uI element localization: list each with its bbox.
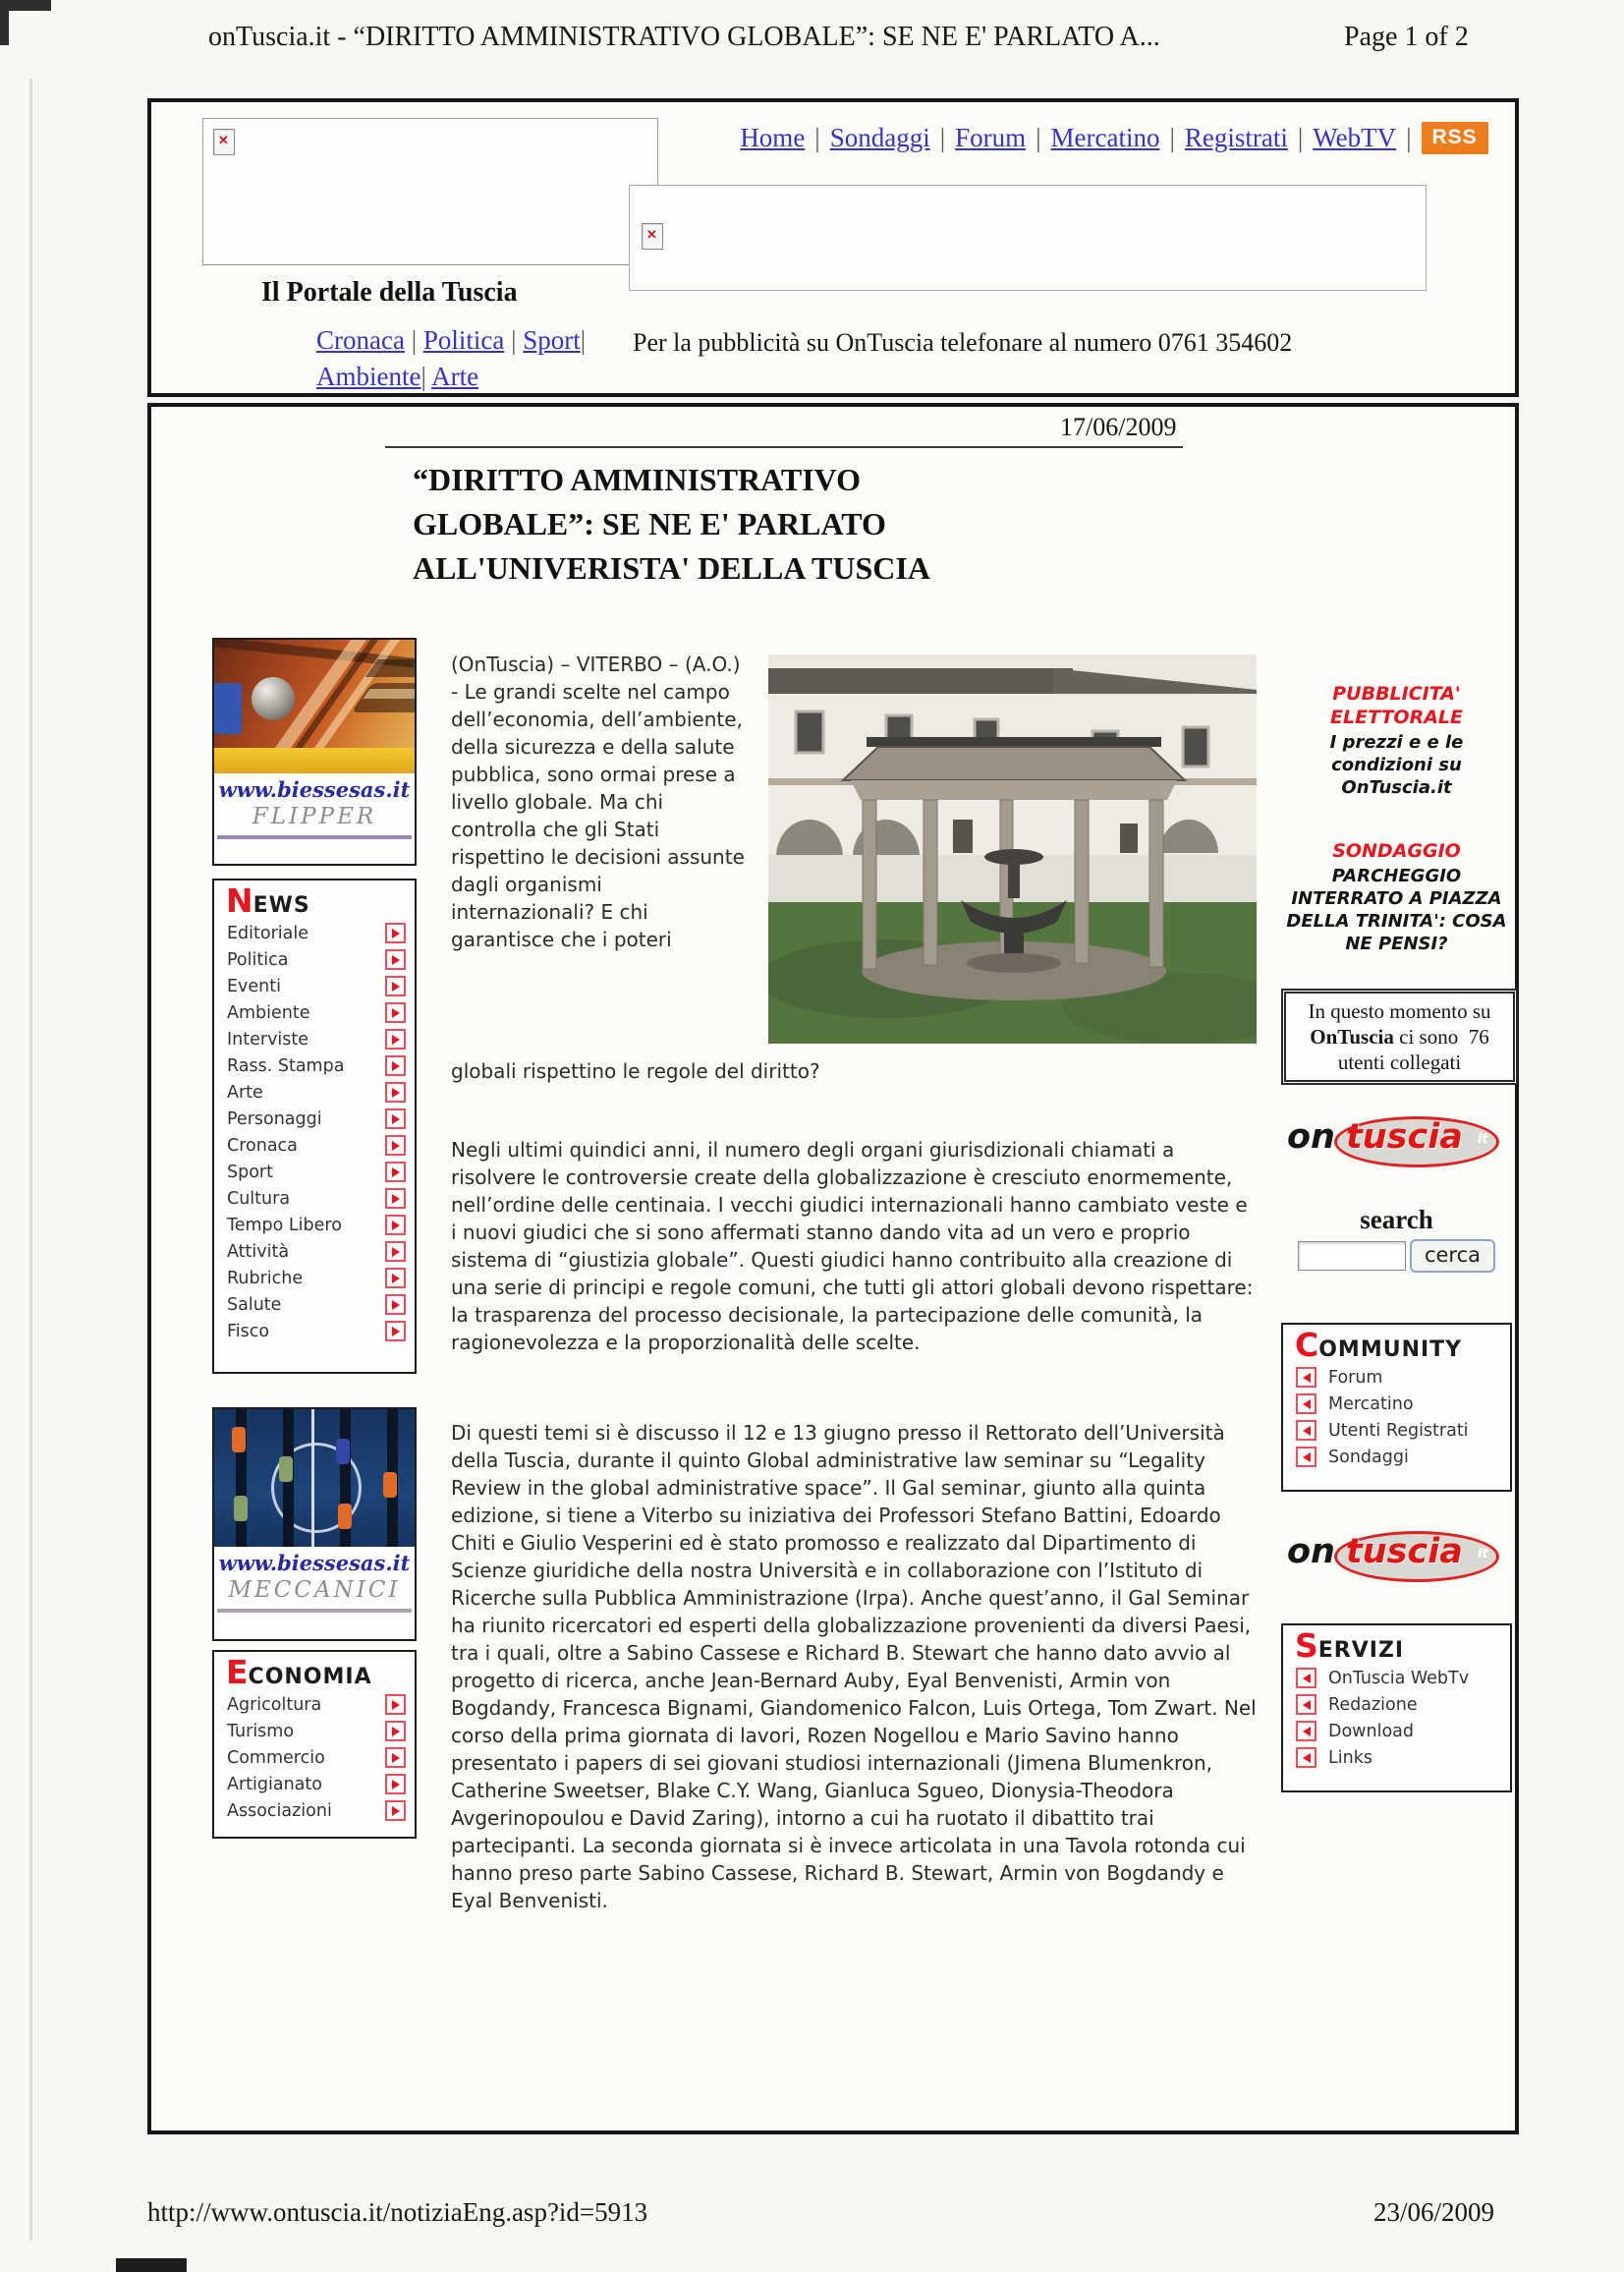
- arrow-left-icon: [1296, 1694, 1316, 1715]
- banner-label: FLIPPER: [252, 804, 377, 829]
- servizi-item-webtv[interactable]: OnTuscia WebTv: [1283, 1665, 1510, 1691]
- community-item-forum[interactable]: Forum: [1283, 1364, 1510, 1391]
- advertising-info-text: Per la pubblicità su OnTuscia telefonare al numero 0761 354602: [633, 328, 1293, 357]
- news-menu-title: NEWS: [226, 881, 310, 920]
- nav-home[interactable]: Home: [740, 123, 806, 152]
- news-item-tempo-libero[interactable]: Tempo Libero: [214, 1212, 415, 1238]
- economia-item-agricoltura[interactable]: Agricoltura: [214, 1691, 415, 1718]
- arrow-right-icon: [385, 1721, 406, 1741]
- servizi-menu-title: SERVIZI: [1295, 1626, 1405, 1665]
- link-politica[interactable]: Politica: [422, 325, 505, 355]
- economia-menu: [212, 1650, 417, 1839]
- link-sport[interactable]: Sport: [523, 325, 581, 355]
- search-label: search: [1360, 1205, 1433, 1234]
- article-headline: “DIRITTO AMMINISTRATIVO GLOBALE”: SE NE E' PARLATO ALL'UNIVERISTA' DELLA TUSCIA: [413, 462, 930, 586]
- rss-badge[interactable]: RSS: [1422, 122, 1488, 154]
- intro-text-tail: globali rispettino le regole del diritto?: [451, 1059, 820, 1083]
- print-header-title: onTuscia.it - “DIRITTO AMMINISTRATIVO GLOBALE”: SE NE E' PARLATO A...: [208, 22, 1160, 52]
- pinball-image: [214, 640, 415, 773]
- banner-biessesas-meccanici[interactable]: [212, 1407, 417, 1641]
- arrow-right-icon: [385, 1800, 406, 1821]
- intro-text: (OnTuscia) – VITERBO – (A.O.) - Le grandi scelte nel campo dell’economia, dell’ambiente, della sicurezza e della salute pubblica, sono ormai prese a livello globale. Ma chi controlla che gli Stati rispettino le decisioni assunte dagli organismi internazionali? E chi garantisce che i poteri: [451, 653, 745, 951]
- arrow-right-icon: [385, 1108, 406, 1129]
- nav-sondaggi[interactable]: Sondaggi: [829, 123, 930, 152]
- news-item-rass-stampa[interactable]: Rass. Stampa: [214, 1052, 415, 1079]
- print-footer-date: 23/06/2009: [1373, 2197, 1495, 2227]
- sondaggio-notice[interactable]: SONDAGGIO PARCHEGGIO INTERRATO A PIAZZA DELLA TRINITA': COSA NE PENSI?: [1286, 840, 1507, 954]
- arrow-left-icon: [1296, 1668, 1316, 1688]
- arrow-right-icon: [385, 1294, 406, 1315]
- online-users-count: 76: [1468, 1025, 1489, 1049]
- ad-banner-placeholder: [629, 185, 1427, 291]
- nav-forum[interactable]: Forum: [955, 123, 1027, 152]
- search-module: [1281, 1205, 1512, 1273]
- broken-image-icon: ✕: [213, 129, 235, 155]
- pubblicita-elettorale-notice[interactable]: PUBBLICITA' ELETTORALE I prezzi e e le condizioni su OnTuscia.it: [1329, 683, 1464, 798]
- arrow-left-icon: [1296, 1393, 1316, 1414]
- print-footer-url: http://www.ontuscia.it/notiziaEng.asp?id=5913: [147, 2197, 648, 2227]
- divider: [217, 1609, 412, 1613]
- community-menu-title: COMMUNITY: [1295, 1326, 1463, 1364]
- scan-artifact: [0, 0, 9, 45]
- news-item-cronaca[interactable]: Cronaca: [214, 1132, 415, 1159]
- community-item-sondaggi[interactable]: Sondaggi: [1283, 1444, 1510, 1470]
- news-item-politica[interactable]: Politica: [214, 946, 415, 973]
- scan-artifact: [116, 2258, 187, 2272]
- site-header: [147, 98, 1519, 397]
- community-menu: [1281, 1323, 1512, 1492]
- divider: [385, 446, 1183, 448]
- news-item-rubriche[interactable]: Rubriche: [214, 1265, 415, 1291]
- news-item-salute[interactable]: Salute: [214, 1291, 415, 1318]
- news-item-cultura[interactable]: Cultura: [214, 1185, 415, 1212]
- economia-item-turismo[interactable]: Turismo: [214, 1718, 415, 1744]
- link-arte[interactable]: Arte: [431, 362, 479, 391]
- nav-registrati[interactable]: Registrati: [1184, 123, 1288, 152]
- arrow-right-icon: [385, 1029, 406, 1050]
- economia-item-artigianato[interactable]: Artigianato: [214, 1771, 415, 1797]
- nav-mercatino[interactable]: Mercatino: [1050, 123, 1160, 152]
- servizi-item-links[interactable]: Links: [1283, 1744, 1510, 1771]
- nav-webtv[interactable]: WebTV: [1313, 123, 1397, 152]
- arrow-right-icon: [385, 1055, 406, 1076]
- top-navigation: Home | Sondaggi | Forum | Mercatino | Registrati | WebTV | RSS: [682, 122, 1546, 154]
- news-menu: [212, 879, 417, 1374]
- portal-section-links: Cronaca | Politica | Sport| Ambiente| Arte: [316, 325, 587, 391]
- courtyard-photo: [768, 654, 1257, 1044]
- site-logo-placeholder: [202, 118, 658, 265]
- arrow-right-icon: [385, 1082, 406, 1103]
- arrow-right-icon: [385, 1321, 406, 1341]
- economia-item-associazioni[interactable]: Associazioni: [214, 1797, 415, 1824]
- arrow-right-icon: [385, 1694, 406, 1715]
- arrow-right-icon: [385, 1162, 406, 1182]
- community-item-mercatino[interactable]: Mercatino: [1283, 1391, 1510, 1417]
- arrow-right-icon: [385, 1241, 406, 1262]
- news-item-arte[interactable]: Arte: [214, 1079, 415, 1106]
- arrow-right-icon: [385, 976, 406, 996]
- link-cronaca[interactable]: Cronaca: [316, 325, 405, 355]
- arrow-left-icon: [1296, 1721, 1316, 1741]
- news-item-fisco[interactable]: Fisco: [214, 1318, 415, 1344]
- ontuscia-logo: on tuscia it: [1285, 1529, 1505, 1580]
- article-body: [451, 651, 1257, 1914]
- banner-label: MECCANICI: [228, 1577, 401, 1603]
- scan-artifact: [29, 79, 32, 2241]
- print-header-page-number: Page 1 of 2: [1344, 22, 1469, 52]
- link-ambiente[interactable]: Ambiente: [316, 362, 421, 391]
- banner-biessesas-flipper[interactable]: [212, 638, 417, 866]
- arrow-left-icon: [1296, 1447, 1316, 1467]
- economia-item-commercio[interactable]: Commercio: [214, 1744, 415, 1771]
- news-item-interviste[interactable]: Interviste: [214, 1026, 415, 1052]
- arrow-right-icon: [385, 1774, 406, 1794]
- arrow-right-icon: [385, 1268, 406, 1288]
- news-item-sport[interactable]: Sport: [214, 1159, 415, 1185]
- news-item-attivita[interactable]: Attività: [214, 1238, 415, 1265]
- arrow-right-icon: [385, 1747, 406, 1768]
- broken-image-icon: ✕: [642, 223, 663, 250]
- foosball-image: [214, 1409, 415, 1547]
- brand-name: OnTuscia: [1310, 1025, 1394, 1049]
- banner-url: www.biessesas.it: [218, 777, 411, 802]
- economia-menu-title: ECONOMIA: [226, 1653, 372, 1691]
- news-item-personaggi[interactable]: Personaggi: [214, 1106, 415, 1132]
- servizi-item-redazione[interactable]: Redazione: [1283, 1691, 1510, 1718]
- news-item-ambiente[interactable]: Ambiente: [214, 999, 415, 1026]
- arrow-right-icon: [385, 1215, 406, 1235]
- search-button[interactable]: cerca: [1410, 1239, 1495, 1273]
- arrow-right-icon: [385, 1002, 406, 1023]
- arrow-right-icon: [385, 1135, 406, 1156]
- search-input[interactable]: [1298, 1241, 1406, 1271]
- news-item-editoriale[interactable]: Editoriale: [214, 920, 415, 946]
- main-content: [147, 403, 1519, 2134]
- servizi-menu: [1281, 1623, 1512, 1792]
- ontuscia-logo: on tuscia it: [1285, 1114, 1505, 1165]
- divider: [217, 835, 412, 839]
- portal-tagline: Il Portale della Tuscia: [261, 277, 518, 308]
- arrow-left-icon: [1296, 1747, 1316, 1768]
- article-paragraph-3: Di questi temi si è discusso il 12 e 13 giugno presso il Rettorato dell’Università della Tuscia, durante il quinto Global administrative law seminar su “Legality Review in the global administrative space”. Il Gal seminar, giunto alla quinta edizione, si tiene a Viterbo su iniziativa dei Professori Stefano Battini, Edoardo Chiti e Giulio Vesperini ed è stato promosso e realizzato dal Dipartimento di Scienze giuridiche della nostra Università e in collaborazione con l’Istituto di Ricerche sulla Pubblica Amministrazione (Irpa). Anche quest’anno, il Gal Seminar ha riunito ricercatori ed esperti della globalizzazione provenienti da diversi Paesi, tra i quali, oltre a Sabino Cassese e Richard B. Stewart che hanno dato avvio al progetto di ricerca, anche Jean-Bernard Auby, Eyal Benvenisti, Armin von Bogdandy, Francesca Bignami, Giandomenico Falcon, Luis Ortega, Tom Zwart. Nel corso della prima giornata di lavori, Rozen Nogellou e Mario Savino hanno presentato i papers di sei giovani studiosi internazionali (Jimena Blumenkron, Catherine Sweetser, Blake C.Y. Wang, Gianluca Sgueo, Dionysia-Theodora Avgerinopoulou e David Zaring), intorno a cui ha ruotato il dibattito trai partecipanti. La seconda giornata si è invece articolata in una Tavola rotonda cui hanno preso parte Sabino Cassese, Richard B. Stewart, Armin von Bogdandy e Eyal Benvenisti.: [451, 1421, 1257, 1912]
- article-paragraph-2: Negli ultimi quindici anni, il numero degli organi giurisdizionali chiamati a risolvere le controversie create della globalizzazione è cresciuto enormemente, nell’ordine delle centinaia. I vecchi giudici internazionali hanno cambiato veste e i nuovi giudici che si sono affermati stanno dando vita ad un vero e proprio sistema di “giustizia globale”. Questi giudici hanno contribuito alla creazione di una serie di principi e regole comuni, che tutti gli attori globali devono rispettare: la trasparenza del processo decisionale, la partecipazione delle comunità, la ragionevolezza e la proporzionalità delle scelte.: [451, 1138, 1254, 1354]
- community-item-utenti-registrati[interactable]: Utenti Registrati: [1283, 1417, 1510, 1444]
- online-users-box: In questo momento su OnTuscia ci sono 76 utenti collegati: [1281, 989, 1518, 1085]
- article-intro: [451, 651, 1257, 1085]
- arrow-right-icon: [385, 1188, 406, 1209]
- arrow-left-icon: [1296, 1367, 1316, 1388]
- arrow-right-icon: [385, 923, 406, 943]
- arrow-left-icon: [1296, 1420, 1316, 1441]
- servizi-item-download[interactable]: Download: [1283, 1718, 1510, 1744]
- banner-url: www.biessesas.it: [218, 1551, 411, 1575]
- news-item-eventi[interactable]: Eventi: [214, 973, 415, 999]
- arrow-right-icon: [385, 949, 406, 970]
- article-date: 17/06/2009: [1060, 413, 1177, 441]
